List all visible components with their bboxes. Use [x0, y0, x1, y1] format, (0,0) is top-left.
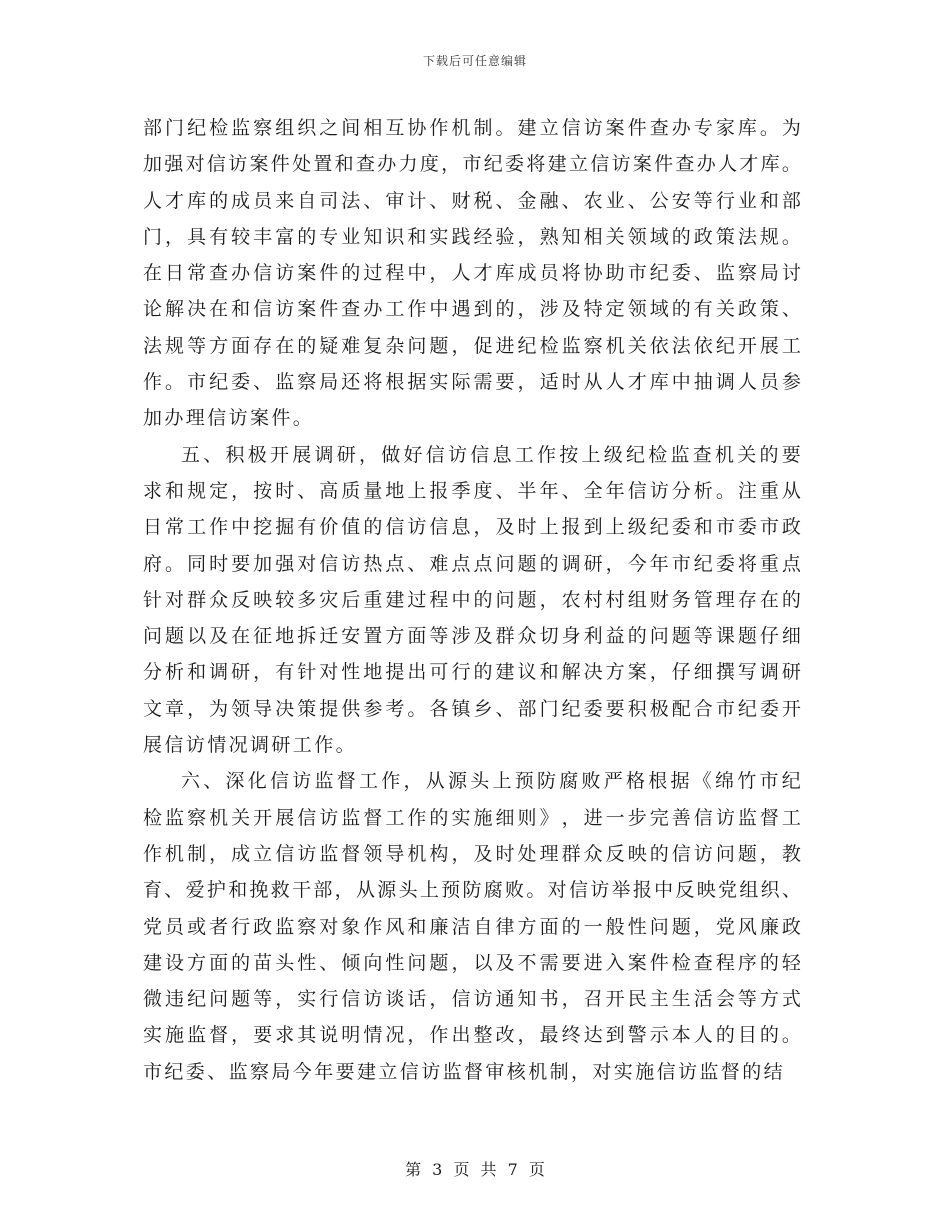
text-line: 市纪委、监察局今年要建立信访监督审核机制，对实施信访监督的结 — [143, 1060, 786, 1083]
text-line: 实 施 监 督 ， 要 求 其 说 明 情 况 ， 作 出 整 改 ， 最 终 达 到 警 示 本 人 的 目 的 。 — [143, 1024, 801, 1047]
text-line: 法 规 等 方 面 存 在 的 疑 难 复 杂 问 题 ， 促 进 纪 检 监 察 机 关 依 法 依 纪 开 展 工 — [143, 334, 801, 357]
paragraph — [143, 437, 801, 764]
text-line: 日 常 工 作 中 挖 掘 有 价 值 的 信 访 信 息 ， 及 时 上 报 到 上 级 纪 委 和 市 委 市 政 — [143, 516, 801, 539]
text-line: 部 门 纪 检 监 察 组 织 之 间 相 互 协 作 机 制 。 建 立 信 访 案 件 查 办 专 家 库 。 为 — [143, 117, 801, 139]
text-line: 人 才 库 的 成 员 来 自 司 法 、 审 计 、 财 税 、 金 融 、 农 业 、 公 安 等 行 业 和 部 — [143, 189, 801, 212]
text-line: 作 机 制 ， 成 立 信 访 监 督 领 导 机 构 ， 及 时 处 理 群 众 反 映 的 信 访 问 题 ， 教 — [143, 842, 801, 865]
text-line: 加 强 对 信 访 案 件 处 置 和 查 办 力 度 ， 市 纪 委 将 建 立 信 访 案 件 查 办 人 才 库 。 — [143, 153, 801, 176]
text-line: 在 日 常 查 办 信 访 案 件 的 过 程 中 ， 人 才 库 成 员 将 协 助 市 纪 委 、 监 察 局 讨 — [143, 262, 801, 285]
page-header: 下载后可任意编辑 — [422, 54, 527, 68]
text-line: 建 设 方 面 的 苗 头 性 、 倾 向 性 问 题 ， 以 及 不 需 要 进 入 案 件 检 查 程 序 的 轻 — [143, 951, 801, 974]
text-line: 检 监 察 机 关 开 展 信 访 监 督 工 作 的 实 施 细 则 》 ， 进 一 步 完 善 信 访 监 督 工 — [143, 806, 801, 829]
document-body — [143, 110, 801, 1090]
text-line: 门 ， 具 有 较 丰 富 的 专 业 知 识 和 实 践 经 验 ， 熟 知 相 关 领 域 的 政 策 法 规 。 — [143, 225, 801, 248]
text-line: 文 章 ， 为 领 导 决 策 提 供 参 考 。 各 镇 乡 、 部 门 纪 委 要 积 极 配 合 市 纪 委 开 — [143, 697, 801, 720]
text-line: 六 、 深 化 信 访 监 督 工 作 ， 从 源 头 上 预 防 腐 败 严 格 根 据 《 绵 竹 市 纪 — [181, 770, 801, 793]
text-line: 微 违 纪 问 题 等 ， 实 行 信 访 谈 话 ， 信 访 通 知 书 ， 召 开 民 主 生 活 会 等 方 式 — [143, 988, 801, 1011]
text-line: 五 、 积 极 开 展 调 研 ， 做 好 信 访 信 息 工 作 按 上 级 纪 检 监 查 机 关 的 要 — [181, 443, 801, 466]
paragraph — [143, 110, 801, 437]
text-line: 问 题 以 及 在 征 地 拆 迁 安 置 方 面 等 涉 及 群 众 切 身 利 益 的 问 题 等 课 题 仔 细 — [143, 625, 801, 648]
text-line: 作 。 市 纪 委 、 监 察 局 还 将 根 据 实 际 需 要 ， 适 时 从 人 才 库 中 抽 调 人 员 参 — [143, 371, 801, 394]
text-line: 加办理信访案件。 — [143, 407, 315, 430]
text-line: 党 员 或 者 行 政 监 察 对 象 作 风 和 廉 洁 自 律 方 面 的 一 般 性 问 题 ， 党 风 廉 政 — [143, 915, 801, 938]
page-number-footer: 第 3 页 共 7 页 — [405, 1160, 545, 1179]
text-line: 针 对 群 众 反 映 较 多 灾 后 重 建 过 程 中 的 问 题 ， 农 村 村 组 财 务 管 理 存 在 的 — [143, 588, 801, 611]
paragraph — [143, 763, 801, 1090]
text-line: 育 、 爱 护 和 挽 救 干 部 ， 从 源 头 上 预 防 腐 败 。 对 信 访 举 报 中 反 映 党 组 织 、 — [143, 879, 801, 902]
text-line: 展信访情况调研工作。 — [143, 734, 358, 757]
text-line: 论 解 决 在 和 信 访 案 件 查 办 工 作 中 遇 到 的 ， 涉 及 特 定 领 域 的 有 关 政 策 、 — [143, 298, 801, 321]
text-line: 求 和 规 定 ， 按 时 、 高 质 量 地 上 报 季 度 、 半 年 、 全 年 信 访 分 析 。 注 重 从 — [143, 479, 801, 502]
text-line: 分 析 和 调 研 ， 有 针 对 性 地 提 出 可 行 的 建 议 和 解 决 方 案 ， 仔 细 撰 写 调 研 — [143, 661, 801, 684]
text-line: 府 。 同 时 要 加 强 对 信 访 热 点 、 难 点 点 问 题 的 调 研 ， 今 年 市 纪 委 将 重 点 — [143, 552, 801, 575]
